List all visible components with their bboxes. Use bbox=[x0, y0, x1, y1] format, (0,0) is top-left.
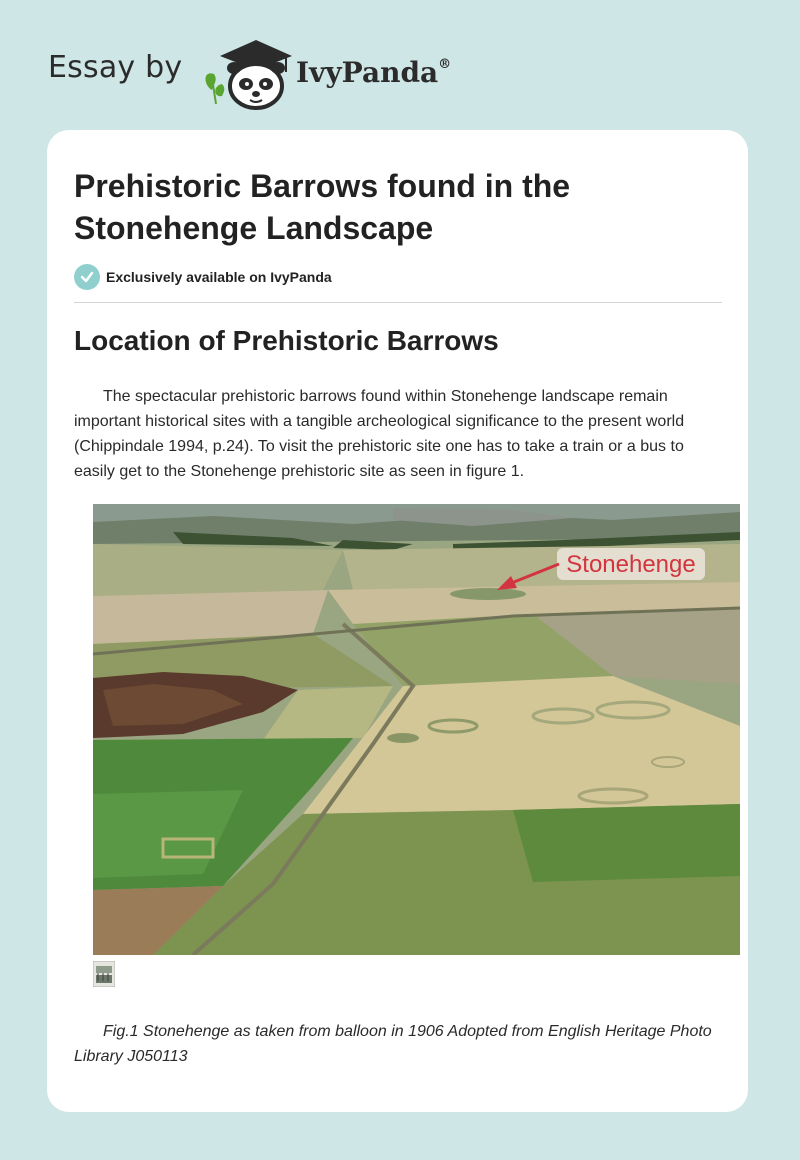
body-paragraph: The spectacular prehistoric barrows found within Stonehenge landscape remain important historical sites with a tangible archeological significance to the present world (Chippindale 1994, p.24). To visit the prehistoric site one has to take a train or a bus to easily get to the Stonehenge prehistoric site as seen in figure 1. bbox=[74, 388, 685, 480]
brand-name[interactable] bbox=[296, 56, 451, 89]
site-header bbox=[0, 0, 800, 130]
check-circle-icon bbox=[74, 264, 100, 290]
brand-name-text: IvyPanda bbox=[296, 56, 439, 89]
section-heading: Location of Prehistoric Barrows bbox=[74, 325, 499, 356]
essay-by-label: Essay by bbox=[48, 50, 183, 85]
stonehenge-aerial-photo bbox=[93, 504, 740, 955]
image-thumbnail-icon[interactable] bbox=[93, 961, 115, 987]
article-title: Prehistoric Barrows found in the Stonehenge Landscape bbox=[74, 168, 571, 246]
title-divider bbox=[74, 302, 722, 303]
article-card bbox=[47, 130, 748, 1112]
registered-mark: ® bbox=[438, 56, 452, 72]
exclusive-badge-text: Exclusively available on IvyPanda bbox=[106, 269, 332, 285]
figure-caption: Fig.1 Stonehenge as taken from balloon in 1906 Adopted from English Heritage Photo Library J050113 bbox=[74, 1023, 712, 1065]
panda-graduate-logo-icon[interactable] bbox=[200, 34, 296, 110]
exclusive-badge bbox=[74, 264, 332, 290]
figure-label: Stonehenge bbox=[566, 551, 696, 578]
